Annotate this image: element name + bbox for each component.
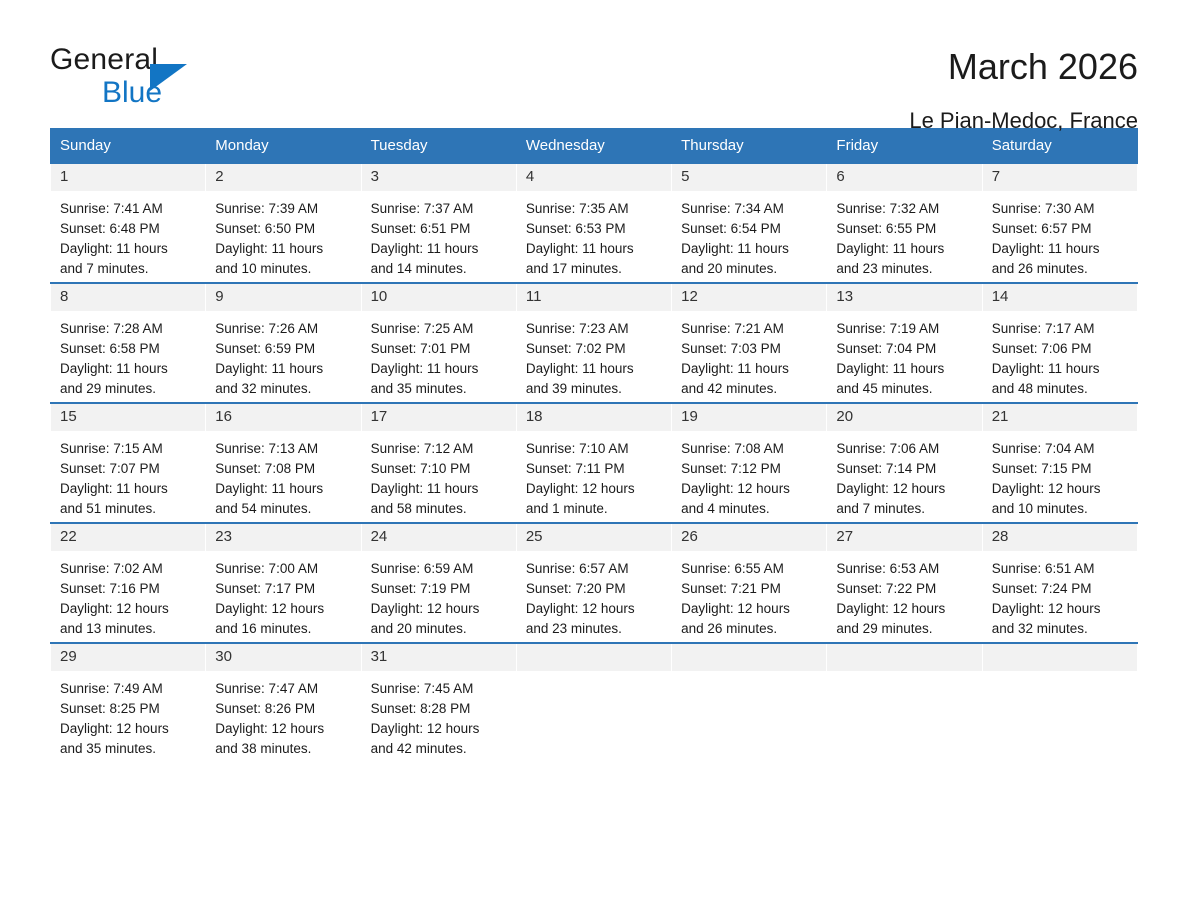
daylight-text-line1: Daylight: 12 hours	[215, 721, 325, 736]
calendar-week-row	[51, 643, 1138, 762]
sunset-text: Sunset: 7:17 PM	[215, 581, 316, 596]
calendar-day-cell[interactable]	[982, 523, 1137, 643]
daylight-text-line2: and 38 minutes.	[215, 741, 312, 756]
calendar-cell-empty	[982, 643, 1137, 762]
calendar-day-cell[interactable]	[361, 643, 516, 762]
day-number: 11	[517, 284, 671, 311]
daylight-text-line1: Daylight: 12 hours	[215, 601, 325, 616]
calendar-day-cell[interactable]	[827, 523, 982, 643]
sunrise-text: Sunrise: 7:21 AM	[681, 321, 784, 336]
daylight-text-line1: Daylight: 11 hours	[215, 361, 324, 376]
daylight-text-line2: and 29 minutes.	[60, 381, 157, 396]
sunrise-text: Sunrise: 7:25 AM	[370, 321, 474, 336]
day-number: 24	[362, 524, 516, 551]
day-number: 16	[206, 404, 360, 431]
generalblue-logo	[50, 44, 280, 114]
sunrise-text: Sunrise: 7:19 AM	[836, 321, 940, 336]
sunrise-sunset-calendar	[50, 128, 1138, 762]
weekday-header-monday: Monday	[206, 129, 361, 164]
sunset-text: Sunset: 7:19 PM	[370, 581, 471, 596]
daylight-text-line2: and 17 minutes.	[525, 261, 622, 276]
day-details	[827, 431, 981, 519]
day-details	[51, 191, 205, 279]
day-details	[983, 191, 1137, 279]
day-details	[827, 311, 981, 399]
sunset-text: Sunset: 7:12 PM	[681, 461, 781, 476]
daylight-text-line2: and 10 minutes.	[215, 261, 312, 276]
sunrise-text: Sunrise: 7:28 AM	[60, 321, 163, 336]
daylight-text-line1: Daylight: 11 hours	[370, 361, 479, 376]
daylight-text-line2: and 7 minutes.	[60, 261, 149, 276]
sunrise-text: Sunrise: 7:41 AM	[60, 201, 163, 216]
day-details	[362, 671, 516, 759]
sunset-text: Sunset: 6:54 PM	[681, 221, 781, 236]
day-number: 28	[983, 524, 1137, 551]
day-details	[827, 551, 981, 639]
calendar-day-cell[interactable]	[51, 163, 206, 283]
daylight-text-line1: Daylight: 12 hours	[991, 481, 1101, 496]
day-number: 8	[51, 284, 205, 311]
day-details	[983, 311, 1137, 399]
sunset-text: Sunset: 8:25 PM	[60, 701, 160, 716]
calendar-day-cell[interactable]	[982, 283, 1137, 403]
day-number: 29	[51, 644, 205, 671]
calendar-day-cell[interactable]	[827, 163, 982, 283]
calendar-day-cell[interactable]	[827, 283, 982, 403]
daylight-text-line1: Daylight: 11 hours	[215, 481, 324, 496]
sunrise-text: Sunrise: 6:55 AM	[681, 561, 784, 576]
day-details	[517, 431, 671, 519]
daylight-text-line1: Daylight: 11 hours	[836, 241, 945, 256]
day-details	[983, 551, 1137, 639]
daylight-text-line2: and 39 minutes.	[525, 381, 622, 396]
calendar-cell-empty	[672, 643, 827, 762]
daylight-text-line2: and 32 minutes.	[991, 621, 1088, 636]
weekday-header-friday: Friday	[827, 129, 982, 164]
calendar-day-cell[interactable]	[51, 403, 206, 523]
day-number-empty	[672, 644, 826, 671]
day-details	[362, 431, 516, 519]
calendar-day-cell[interactable]	[206, 283, 361, 403]
daylight-text-line2: and 48 minutes.	[991, 381, 1088, 396]
calendar-day-cell[interactable]	[206, 643, 361, 762]
sunset-text: Sunset: 7:01 PM	[370, 341, 471, 356]
sunrise-text: Sunrise: 7:02 AM	[60, 561, 163, 576]
daylight-text-line1: Daylight: 11 hours	[60, 481, 168, 496]
day-number: 19	[672, 404, 826, 431]
daylight-text-line1: Daylight: 11 hours	[525, 361, 634, 376]
day-number: 27	[827, 524, 981, 551]
day-number: 9	[206, 284, 360, 311]
daylight-text-line2: and 20 minutes.	[370, 621, 467, 636]
day-details	[206, 311, 360, 399]
day-details	[51, 431, 205, 519]
sunset-text: Sunset: 7:07 PM	[60, 461, 160, 476]
daylight-text-line2: and 14 minutes.	[370, 261, 467, 276]
page-header	[50, 0, 1138, 133]
sunrise-text: Sunrise: 7:15 AM	[60, 441, 163, 456]
sunset-text: Sunset: 6:59 PM	[215, 341, 316, 356]
sunset-text: Sunset: 7:02 PM	[525, 341, 626, 356]
calendar-day-cell[interactable]	[516, 283, 671, 403]
daylight-text-line1: Daylight: 12 hours	[681, 481, 790, 496]
calendar-day-cell[interactable]	[51, 523, 206, 643]
calendar-day-cell[interactable]	[982, 403, 1137, 523]
day-number: 22	[51, 524, 205, 551]
daylight-text-line1: Daylight: 12 hours	[991, 601, 1101, 616]
day-number: 30	[206, 644, 360, 671]
sunset-text: Sunset: 6:55 PM	[836, 221, 937, 236]
sunrise-text: Sunrise: 7:47 AM	[215, 681, 319, 696]
day-number: 21	[983, 404, 1137, 431]
sunset-text: Sunset: 6:48 PM	[60, 221, 160, 236]
daylight-text-line1: Daylight: 11 hours	[836, 361, 945, 376]
day-details	[672, 551, 826, 639]
day-number: 12	[672, 284, 826, 311]
location-subtitle: Le Pian-Medoc, France	[909, 108, 1138, 133]
daylight-text-line1: Daylight: 11 hours	[370, 241, 479, 256]
sunrise-text: Sunrise: 7:45 AM	[370, 681, 474, 696]
sunset-text: Sunset: 6:57 PM	[991, 221, 1092, 236]
title-block	[909, 44, 1138, 134]
daylight-text-line2: and 42 minutes.	[370, 741, 467, 756]
weekday-header-wednesday: Wednesday	[516, 129, 671, 164]
daylight-text-line1: Daylight: 11 hours	[681, 241, 789, 256]
day-number: 18	[517, 404, 671, 431]
daylight-text-line1: Daylight: 12 hours	[836, 601, 946, 616]
calendar-day-cell[interactable]	[361, 163, 516, 283]
calendar-day-cell[interactable]	[206, 523, 361, 643]
weekday-header-saturday: Saturday	[982, 129, 1137, 164]
calendar-body	[51, 163, 1138, 762]
daylight-text-line1: Daylight: 12 hours	[836, 481, 946, 496]
calendar-day-cell[interactable]	[672, 523, 827, 643]
day-details	[51, 551, 205, 639]
day-details	[983, 431, 1137, 519]
sunset-text: Sunset: 7:04 PM	[836, 341, 937, 356]
day-number: 15	[51, 404, 205, 431]
day-number: 17	[362, 404, 516, 431]
calendar-day-cell[interactable]	[361, 403, 516, 523]
daylight-text-line2: and 54 minutes.	[215, 501, 312, 516]
daylight-text-line1: Daylight: 12 hours	[60, 601, 169, 616]
day-number: 26	[672, 524, 826, 551]
sunset-text: Sunset: 6:53 PM	[525, 221, 626, 236]
day-details	[206, 671, 360, 759]
sunset-text: Sunset: 7:15 PM	[991, 461, 1092, 476]
daylight-text-line2: and 35 minutes.	[60, 741, 157, 756]
sunrise-text: Sunrise: 7:12 AM	[370, 441, 474, 456]
sunrise-text: Sunrise: 7:06 AM	[836, 441, 940, 456]
sunrise-text: Sunrise: 6:59 AM	[370, 561, 474, 576]
day-details	[827, 191, 981, 279]
daylight-text-line2: and 10 minutes.	[991, 501, 1088, 516]
day-number: 3	[362, 164, 516, 191]
day-details	[51, 311, 205, 399]
day-details	[517, 311, 671, 399]
sunrise-text: Sunrise: 7:35 AM	[525, 201, 629, 216]
calendar-week-row	[51, 163, 1138, 283]
sunrise-text: Sunrise: 6:53 AM	[836, 561, 940, 576]
sunrise-text: Sunrise: 7:32 AM	[836, 201, 940, 216]
calendar-week-row	[51, 283, 1138, 403]
sunrise-text: Sunrise: 7:13 AM	[215, 441, 319, 456]
day-details	[51, 671, 205, 759]
day-details	[517, 191, 671, 279]
sunset-text: Sunset: 7:21 PM	[681, 581, 781, 596]
sunset-text: Sunset: 7:08 PM	[215, 461, 316, 476]
calendar-day-cell[interactable]	[516, 523, 671, 643]
day-number-empty	[517, 644, 671, 671]
daylight-text-line2: and 26 minutes.	[681, 621, 778, 636]
day-details	[672, 191, 826, 279]
sunrise-text: Sunrise: 7:26 AM	[215, 321, 319, 336]
daylight-text-line1: Daylight: 12 hours	[525, 481, 635, 496]
sunrise-text: Sunrise: 7:23 AM	[525, 321, 629, 336]
daylight-text-line2: and 7 minutes.	[836, 501, 925, 516]
calendar-cell-empty	[516, 643, 671, 762]
calendar-day-cell[interactable]	[516, 403, 671, 523]
sunrise-text: Sunrise: 7:30 AM	[991, 201, 1095, 216]
sunrise-text: Sunrise: 7:10 AM	[525, 441, 629, 456]
day-number: 31	[362, 644, 516, 671]
daylight-text-line2: and 23 minutes.	[525, 621, 622, 636]
day-number: 4	[517, 164, 671, 191]
daylight-text-line2: and 35 minutes.	[370, 381, 467, 396]
sunrise-text: Sunrise: 6:51 AM	[991, 561, 1095, 576]
sunrise-text: Sunrise: 7:00 AM	[215, 561, 319, 576]
daylight-text-line1: Daylight: 12 hours	[370, 721, 480, 736]
calendar-cell-empty	[827, 643, 982, 762]
daylight-text-line1: Daylight: 11 hours	[60, 241, 168, 256]
day-number: 13	[827, 284, 981, 311]
sunset-text: Sunset: 6:50 PM	[215, 221, 316, 236]
daylight-text-line1: Daylight: 12 hours	[681, 601, 790, 616]
day-number: 25	[517, 524, 671, 551]
day-number: 20	[827, 404, 981, 431]
sunset-text: Sunset: 7:11 PM	[525, 461, 625, 476]
day-details	[362, 551, 516, 639]
calendar-day-cell[interactable]	[982, 163, 1137, 283]
sunrise-text: Sunrise: 7:17 AM	[991, 321, 1095, 336]
daylight-text-line1: Daylight: 11 hours	[215, 241, 324, 256]
daylight-text-line2: and 29 minutes.	[836, 621, 933, 636]
sunset-text: Sunset: 6:51 PM	[370, 221, 471, 236]
daylight-text-line1: Daylight: 12 hours	[525, 601, 635, 616]
daylight-text-line2: and 51 minutes.	[60, 501, 157, 516]
daylight-text-line1: Daylight: 11 hours	[370, 481, 479, 496]
daylight-text-line1: Daylight: 11 hours	[991, 361, 1100, 376]
calendar-day-cell[interactable]	[672, 283, 827, 403]
day-details	[206, 551, 360, 639]
daylight-text-line2: and 4 minutes.	[681, 501, 770, 516]
logo-text-general: General	[50, 43, 159, 76]
calendar-day-cell[interactable]	[206, 163, 361, 283]
sunset-text: Sunset: 7:06 PM	[991, 341, 1092, 356]
day-details	[206, 191, 360, 279]
sunrise-text: Sunrise: 7:39 AM	[215, 201, 319, 216]
day-number: 5	[672, 164, 826, 191]
daylight-text-line1: Daylight: 11 hours	[681, 361, 789, 376]
calendar-day-cell[interactable]	[672, 163, 827, 283]
calendar-week-row	[51, 523, 1138, 643]
daylight-text-line2: and 16 minutes.	[215, 621, 312, 636]
sunset-text: Sunset: 7:20 PM	[525, 581, 626, 596]
daylight-text-line1: Daylight: 11 hours	[991, 241, 1100, 256]
day-number: 2	[206, 164, 360, 191]
day-number: 23	[206, 524, 360, 551]
sunset-text: Sunset: 7:16 PM	[60, 581, 160, 596]
day-details	[672, 431, 826, 519]
daylight-text-line2: and 23 minutes.	[836, 261, 933, 276]
day-details	[517, 551, 671, 639]
logo-text-blue: Blue	[102, 76, 163, 109]
sunrise-text: Sunrise: 7:08 AM	[681, 441, 784, 456]
daylight-text-line1: Daylight: 11 hours	[60, 361, 168, 376]
logo-triangle-icon	[150, 64, 187, 91]
daylight-text-line1: Daylight: 11 hours	[525, 241, 634, 256]
sunrise-text: Sunrise: 7:49 AM	[60, 681, 163, 696]
sunset-text: Sunset: 7:14 PM	[836, 461, 937, 476]
day-number-empty	[983, 644, 1137, 671]
sunset-text: Sunset: 7:22 PM	[836, 581, 937, 596]
calendar-day-cell[interactable]	[51, 283, 206, 403]
daylight-text-line2: and 1 minute.	[525, 501, 608, 516]
day-details	[672, 311, 826, 399]
daylight-text-line2: and 26 minutes.	[991, 261, 1088, 276]
sunrise-text: Sunrise: 6:57 AM	[525, 561, 629, 576]
sunrise-text: Sunrise: 7:37 AM	[370, 201, 474, 216]
daylight-text-line1: Daylight: 12 hours	[60, 721, 169, 736]
sunrise-text: Sunrise: 7:04 AM	[991, 441, 1095, 456]
day-number: 7	[983, 164, 1137, 191]
sunset-text: Sunset: 7:03 PM	[681, 341, 781, 356]
day-number: 1	[51, 164, 205, 191]
calendar-day-cell[interactable]	[206, 403, 361, 523]
sunset-text: Sunset: 7:10 PM	[370, 461, 471, 476]
daylight-text-line2: and 58 minutes.	[370, 501, 467, 516]
sunrise-text: Sunrise: 7:34 AM	[681, 201, 784, 216]
weekday-header-thursday: Thursday	[672, 129, 827, 164]
calendar-day-cell[interactable]	[361, 283, 516, 403]
day-number: 6	[827, 164, 981, 191]
daylight-text-line2: and 13 minutes.	[60, 621, 157, 636]
day-details	[362, 311, 516, 399]
calendar-day-cell[interactable]	[516, 163, 671, 283]
daylight-text-line2: and 42 minutes.	[681, 381, 778, 396]
daylight-text-line2: and 20 minutes.	[681, 261, 778, 276]
daylight-text-line2: and 32 minutes.	[215, 381, 312, 396]
daylight-text-line1: Daylight: 12 hours	[370, 601, 480, 616]
calendar-day-cell[interactable]	[672, 403, 827, 523]
weekday-header-sunday: Sunday	[51, 129, 206, 164]
sunset-text: Sunset: 6:58 PM	[60, 341, 160, 356]
calendar-week-row	[51, 403, 1138, 523]
sunset-text: Sunset: 8:26 PM	[215, 701, 316, 716]
calendar-day-cell[interactable]	[361, 523, 516, 643]
calendar-day-cell[interactable]	[51, 643, 206, 762]
day-number: 14	[983, 284, 1137, 311]
calendar-day-cell[interactable]	[827, 403, 982, 523]
sunset-text: Sunset: 8:28 PM	[370, 701, 471, 716]
day-number-empty	[827, 644, 981, 671]
sunset-text: Sunset: 7:24 PM	[991, 581, 1092, 596]
day-details	[206, 431, 360, 519]
weekday-header-tuesday: Tuesday	[361, 129, 516, 164]
day-details	[362, 191, 516, 279]
daylight-text-line2: and 45 minutes.	[836, 381, 933, 396]
page-title: March 2026	[947, 46, 1138, 87]
day-number: 10	[362, 284, 516, 311]
